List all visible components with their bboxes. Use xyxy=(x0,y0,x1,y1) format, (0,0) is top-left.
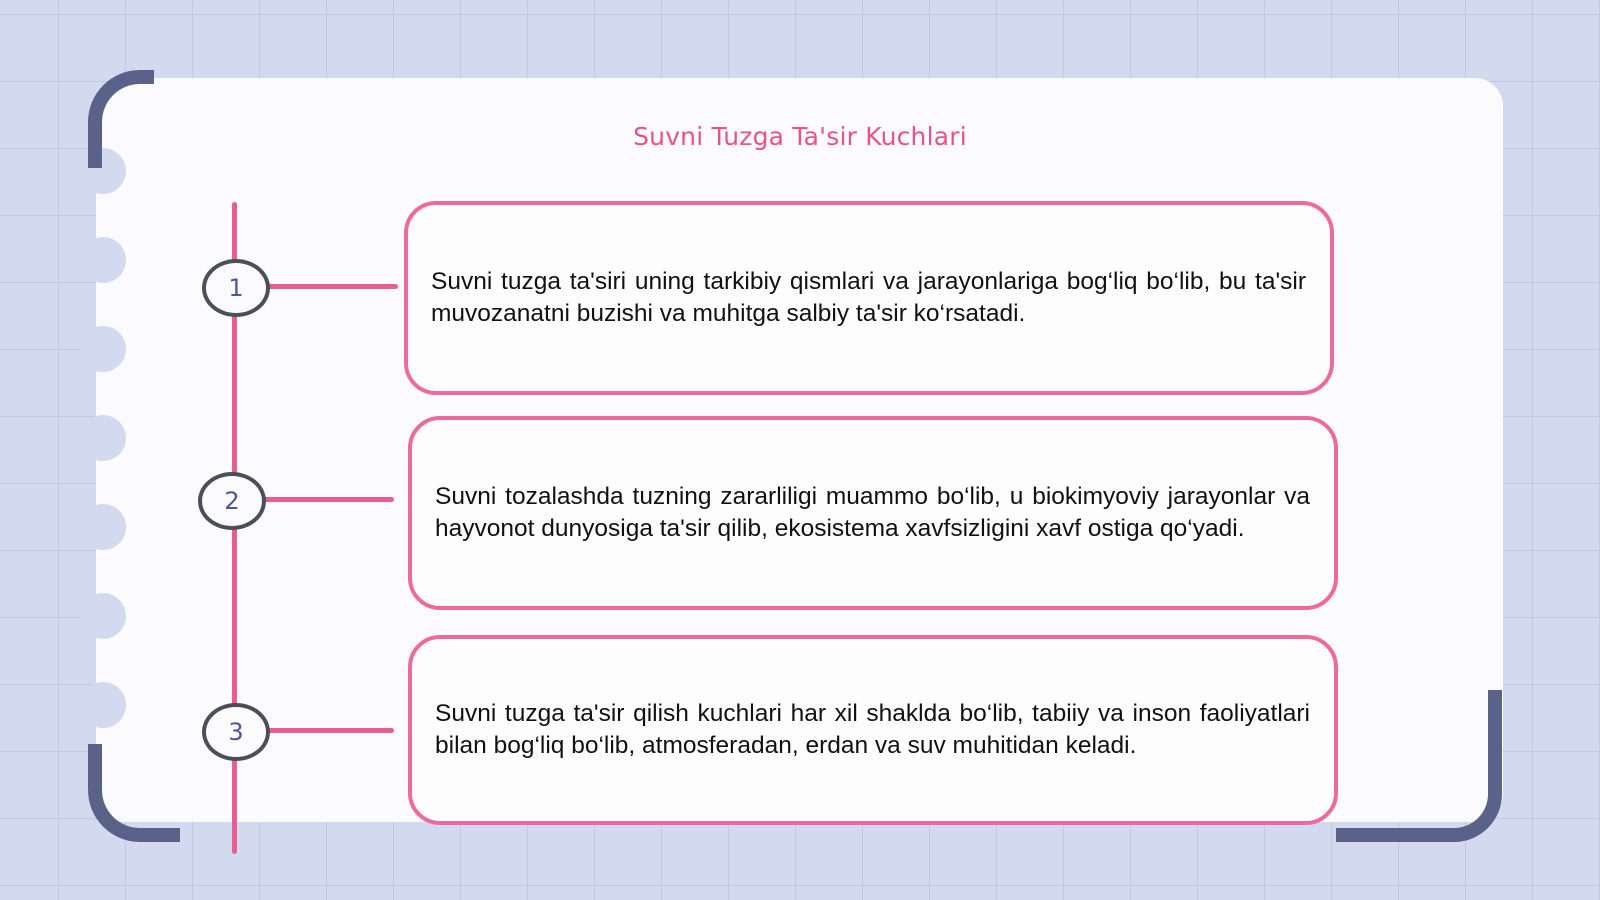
timeline-marker-3: 3 xyxy=(202,703,270,761)
card-edge-scallop xyxy=(80,237,126,283)
timeline-marker-1: 1 xyxy=(202,259,270,317)
card-edge-scallop xyxy=(80,326,126,372)
corner-bracket-top-left xyxy=(88,70,154,168)
corner-bracket-bottom-left xyxy=(88,744,180,842)
timeline-card-text: Suvni tuzga ta'siri uning tarkibiy qismlari va jarayonlariga bog‘liq bo‘lib, bu ta'sir muvozanatni buzishi va muhitga salbiy ta'sir ko‘rsatadi. xyxy=(431,268,1306,327)
timeline-connector-2 xyxy=(258,497,394,502)
card-edge-scallop xyxy=(80,682,126,728)
timeline-connector-1 xyxy=(262,284,398,289)
page-title: Suvni Tuzga Ta'sir Kuchlari xyxy=(633,122,967,151)
timeline-connector-3 xyxy=(262,728,394,733)
timeline-card-3 xyxy=(408,635,1338,825)
timeline-marker-2: 2 xyxy=(198,472,266,530)
card-edge-scallop xyxy=(80,593,126,639)
timeline-card-text: Suvni tozalashda tuzning zararliligi muammo bo‘lib, u biokimyoviy jarayonlar va hayvonot dunyosiga ta'sir qilib, ekosistema xavfsizligini xavf ostiga qo‘yadi. xyxy=(435,483,1310,542)
card-edge-scallop xyxy=(80,415,126,461)
card-edge-scallop xyxy=(80,504,126,550)
timeline-card-2 xyxy=(408,416,1338,610)
timeline-card-text: Suvni tuzga ta'sir qilish kuchlari har xil shaklda bo‘lib, tabiiy va inson faoliyatlari bilan bog‘liq bo‘lib, atmosferadan, erdan va suv muhitidan keladi. xyxy=(435,700,1310,759)
timeline-card-1 xyxy=(404,201,1334,395)
corner-bracket-bottom-right xyxy=(1336,690,1502,842)
